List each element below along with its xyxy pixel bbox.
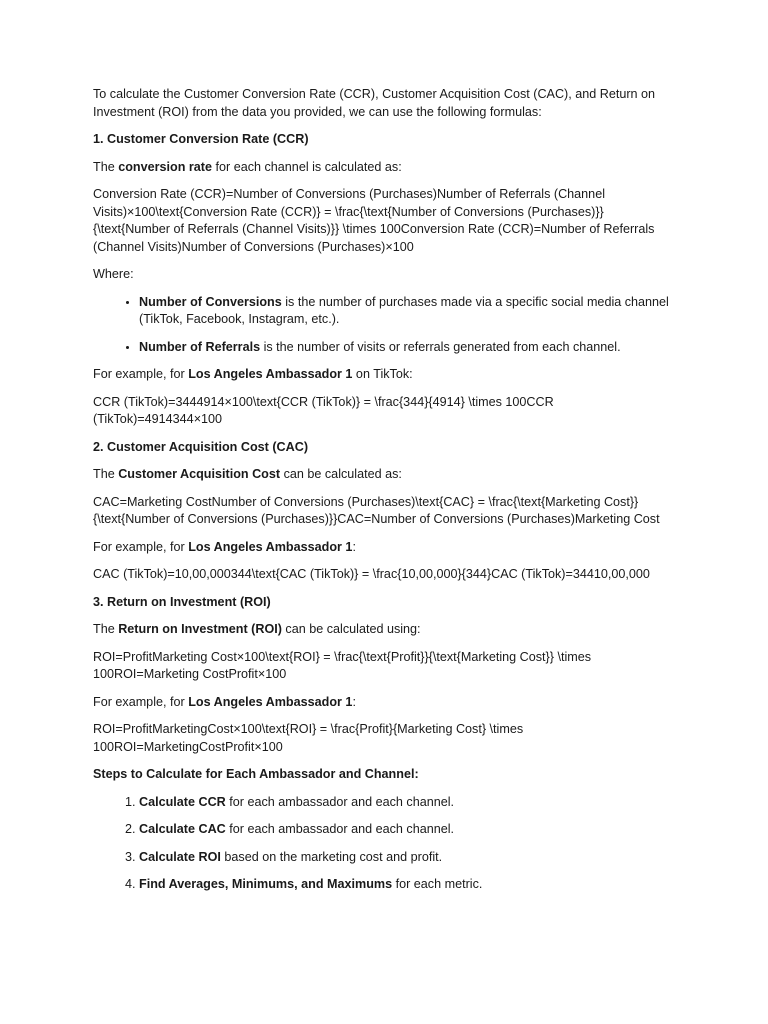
cac-heading: 2. Customer Acquisition Cost (CAC)	[93, 439, 309, 454]
bullet-text: is the number of purchases made via a specific social media channel (TikTok, Facebook, Instagram, etc.).	[139, 294, 669, 326]
step-bold: Calculate ROI	[139, 849, 221, 864]
bullet-text: is the number of visits or referrals generated from each channel.	[260, 339, 621, 354]
roi-example-post: :	[352, 694, 356, 709]
step-text: for each metric.	[392, 877, 483, 891]
list-item	[139, 294, 678, 329]
step-text: for each ambassador and each channel.	[225, 822, 455, 836]
step-bold: Find Averages, Minimums, and Maximums	[139, 877, 393, 891]
ccr-example-post: on TikTok:	[352, 367, 413, 381]
ccr-intro	[93, 159, 678, 177]
step-bold: Calculate CAC	[139, 822, 226, 836]
list-item	[139, 876, 678, 894]
bullet-bold: Number of Referrals	[139, 339, 261, 354]
cac-intro-post: can be calculated as:	[280, 467, 402, 481]
cac-intro	[93, 466, 678, 484]
document-page	[93, 86, 678, 904]
roi-intro-post: can be calculated using:	[281, 622, 421, 636]
ccr-formula: Conversion Rate (CCR)=Number of Conversions (Purchases)Number of Referrals (Channel Visits)×100\text{Conversion Rate (CCR)} = \frac{\text{Number of Conversions (Purchases)}}{\text{Number of Referrals (Channel Visits)}} \times 100Conversion Rate (CCR)=Number of Referrals (Channel Visits)Number of Conversions (Purchases)×100	[93, 187, 655, 254]
ccr-where-label: Where:	[93, 267, 134, 281]
step-text: for each ambassador and each channel.	[225, 794, 455, 809]
list-item	[139, 339, 678, 357]
ccr-intro-post: for each channel is calculated as:	[212, 159, 402, 174]
roi-example	[93, 694, 678, 712]
steps-list	[93, 794, 678, 894]
roi-formula: ROI=ProfitMarketing Cost×100\text{ROI} = \frac{\text{Profit}}{\text{Marketing Cost}} \times 100ROI=Marketing CostProfit×100	[93, 649, 592, 681]
list-item	[139, 849, 678, 867]
list-item	[139, 821, 678, 839]
intro-paragraph: To calculate the Customer Conversion Rate (CCR), Customer Acquisition Cost (CAC), and Return on Investment (ROI) from the data you provided, we can use the following formulas:	[93, 87, 656, 119]
step-text: based on the marketing cost and profit.	[220, 849, 443, 864]
cac-example-bold: Los Angeles Ambassador 1	[188, 539, 353, 554]
cac-formula: CAC=Marketing CostNumber of Conversions (Purchases)\text{CAC} = \frac{\text{Marketing Cost}}{\text{Number of Conversions (Purchases)}}CAC=Number of Conversions (Purchases)Marketing Cost	[93, 494, 660, 526]
roi-intro-pre: The	[93, 622, 119, 636]
roi-example-pre: For example, for	[93, 694, 189, 709]
ccr-intro-pre: The	[93, 159, 119, 174]
ccr-heading: 1. Customer Conversion Rate (CCR)	[93, 132, 309, 146]
roi-heading: 3. Return on Investment (ROI)	[93, 594, 271, 609]
roi-example-bold: Los Angeles Ambassador 1	[188, 694, 353, 709]
ccr-example-formula: CCR (TikTok)=3444914×100\text{CCR (TikTok)} = \frac{344}{4914} \times 100CCR (TikTok)=4914344×100	[93, 394, 554, 426]
cac-example-formula: CAC (TikTok)=10,00,000344\text{CAC (TikTok)} = \frac{10,00,000}{344}CAC (TikTok)=34410,00,000	[93, 567, 650, 581]
roi-intro	[93, 621, 678, 639]
cac-example	[93, 539, 678, 557]
ccr-bullet-list	[93, 294, 678, 357]
cac-intro-bold: Customer Acquisition Cost	[118, 467, 281, 481]
roi-example-formula: ROI=ProfitMarketingCost×100\text{ROI} = \frac{Profit}{Marketing Cost} \times 100ROI=MarketingCostProfit×100	[93, 722, 524, 754]
ccr-intro-bold: conversion rate	[118, 159, 212, 174]
steps-heading: Steps to Calculate for Each Ambassador and Channel:	[93, 767, 419, 781]
list-item	[139, 794, 678, 812]
step-bold: Calculate CCR	[139, 794, 226, 809]
ccr-example-bold: Los Angeles Ambassador 1	[188, 367, 353, 381]
cac-intro-pre: The	[93, 467, 119, 481]
ccr-example	[93, 366, 678, 384]
cac-example-post: :	[352, 539, 356, 554]
cac-example-pre: For example, for	[93, 539, 189, 554]
ccr-example-pre: For example, for	[93, 367, 189, 381]
bullet-bold: Number of Conversions	[139, 294, 282, 309]
roi-intro-bold: Return on Investment (ROI)	[118, 622, 282, 636]
